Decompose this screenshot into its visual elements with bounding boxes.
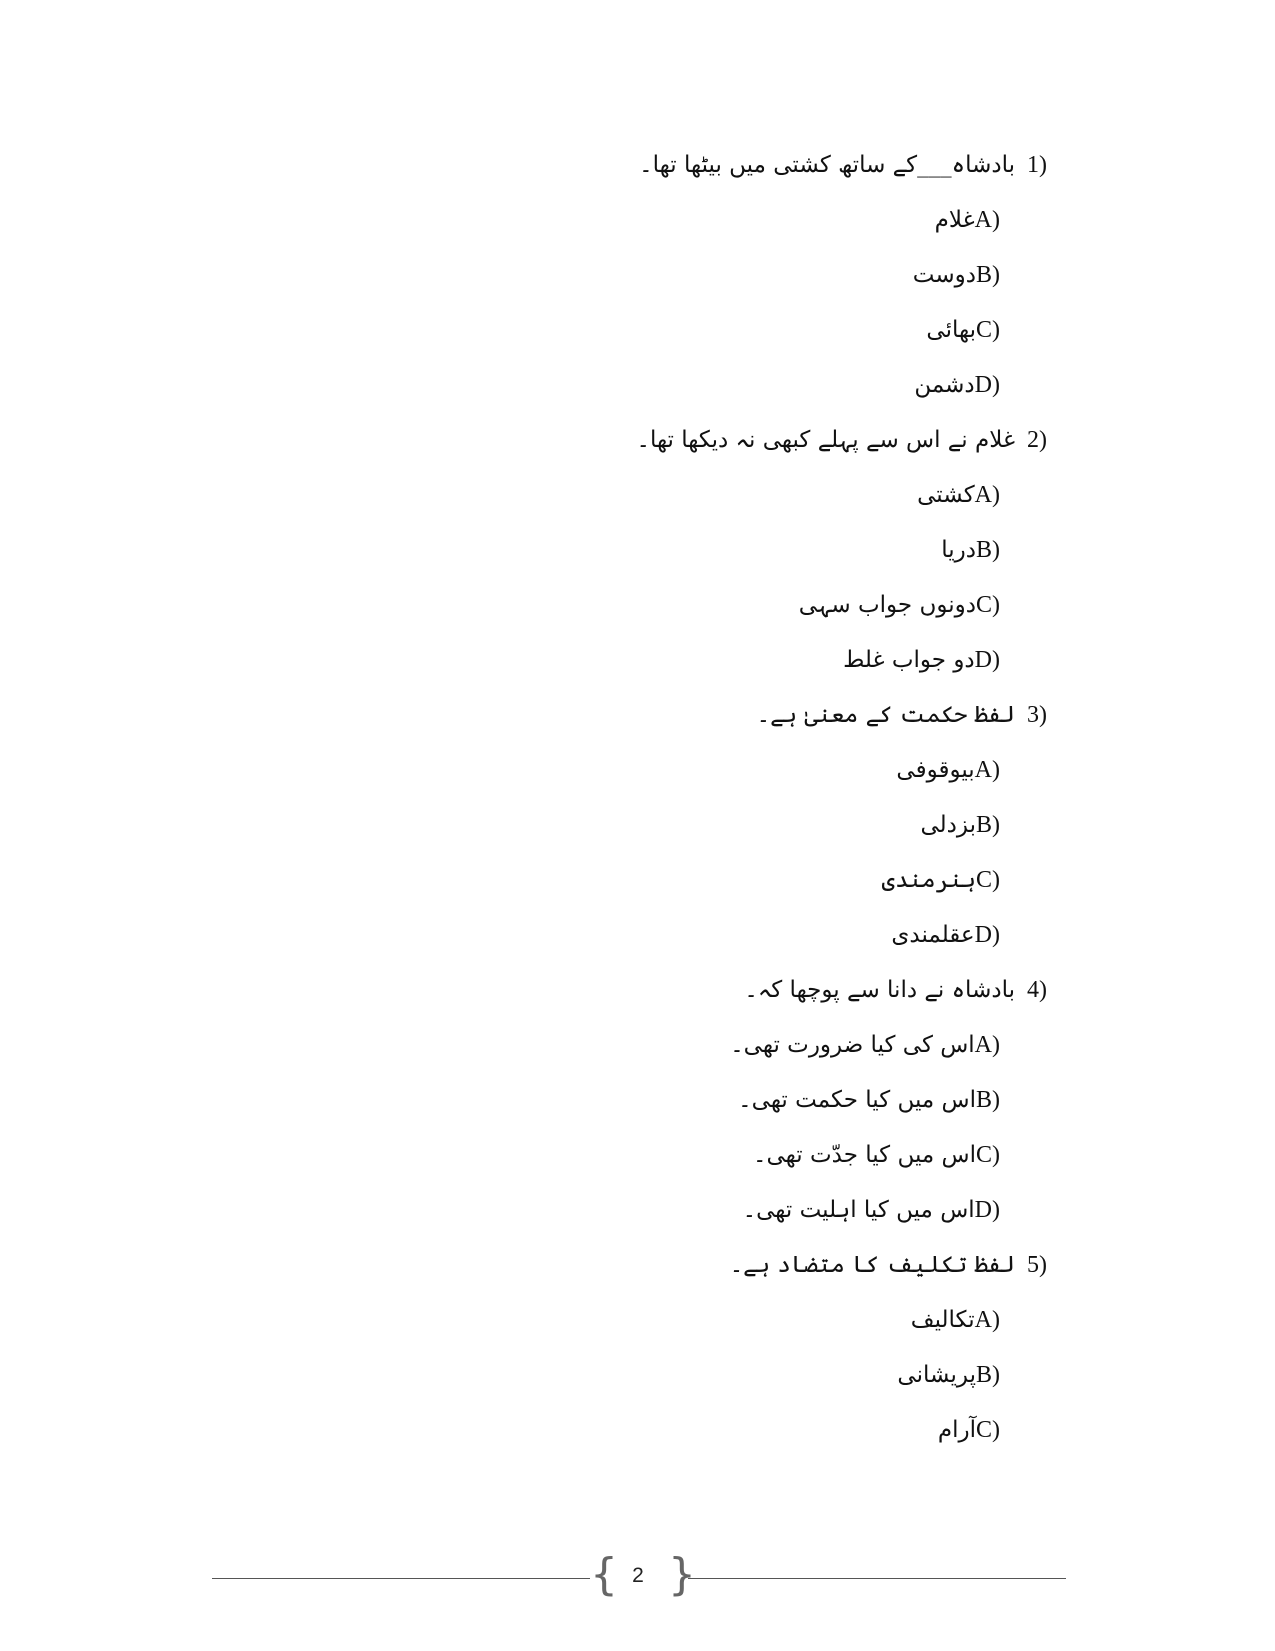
option-text: اس میں کیا جدّت تھی۔	[753, 1142, 976, 1168]
option-4c	[753, 1135, 1000, 1175]
option-4b	[738, 1080, 1000, 1120]
option-2c	[799, 585, 1000, 625]
page-number: 2	[632, 1564, 644, 1587]
option-letter: D)	[974, 372, 1000, 398]
option-letter: B)	[976, 262, 1000, 288]
option-letter: A)	[974, 207, 1000, 233]
question-number: 4)	[1027, 977, 1047, 1003]
option-letter: A)	[974, 1032, 1000, 1058]
option-1a	[935, 200, 1000, 240]
option-letter: B)	[976, 537, 1000, 563]
option-1b	[913, 255, 1000, 295]
option-text: دشمن	[914, 372, 975, 398]
option-4d	[743, 1190, 1000, 1230]
option-3a	[896, 750, 1000, 790]
option-text: ہنرمندی	[881, 867, 976, 893]
option-text: کشتی	[917, 482, 975, 508]
option-letter: B)	[976, 1362, 1000, 1388]
option-letter: C)	[976, 592, 1000, 618]
question-number: 2)	[1027, 427, 1047, 453]
option-3b	[920, 805, 1000, 845]
question-number: 3)	[1027, 702, 1047, 728]
option-letter: C)	[976, 867, 1000, 893]
option-text: آرام	[937, 1417, 976, 1443]
option-letter: D)	[974, 1197, 1000, 1223]
question-2	[636, 420, 1047, 460]
option-1c	[926, 310, 1000, 350]
question-1	[639, 145, 1047, 185]
option-text: دو جواب غلط	[843, 647, 975, 673]
right-brace-icon: }	[668, 1549, 696, 1600]
question-text: لفظ حکمت کے معنیٰ ہے۔	[756, 702, 1015, 728]
option-text: دونوں جواب سہی	[798, 592, 976, 618]
option-2a	[917, 475, 1000, 515]
option-text: اس میں کیا حکمت تھی۔	[738, 1087, 976, 1113]
option-letter: B)	[976, 812, 1000, 838]
question-text: بادشاہ نے دانا سے پوچھا کہ۔	[744, 977, 1015, 1003]
option-text: بھائی	[926, 317, 976, 343]
left-brace-icon: {	[590, 1549, 618, 1600]
question-text: بادشاہ___کے ساتھ کشتی میں بیٹھا تھا۔	[639, 152, 1015, 178]
page-footer	[0, 1549, 1275, 1603]
option-5b	[897, 1355, 1000, 1395]
option-2d	[843, 640, 1000, 680]
option-letter: A)	[974, 757, 1000, 783]
option-letter: C)	[976, 317, 1000, 343]
question-text: لفظ تکلیف کا متضاد ہے۔	[729, 1252, 1015, 1278]
footer-rule-left	[212, 1578, 590, 1579]
option-letter: D)	[974, 647, 1000, 673]
option-letter: C)	[976, 1417, 1000, 1443]
option-3c	[882, 860, 1000, 900]
question-5	[730, 1245, 1047, 1285]
option-5c	[938, 1410, 1000, 1450]
footer-rule-right	[688, 1578, 1066, 1579]
option-text: اس میں کیا اہلیت تھی۔	[742, 1197, 975, 1223]
option-1d	[914, 365, 1000, 405]
option-5a	[911, 1300, 1000, 1340]
option-text: بزدلی	[920, 812, 976, 838]
option-letter: A)	[974, 482, 1000, 508]
question-4	[744, 970, 1047, 1010]
option-text: پریشانی	[897, 1362, 976, 1388]
question-3	[757, 695, 1047, 735]
option-letter: C)	[976, 1142, 1000, 1168]
question-text: غلام نے اس سے پہلے کبھی نہ دیکھا تھا۔	[636, 427, 1015, 453]
option-text: دوست	[912, 262, 976, 288]
option-text: بیوقوفی	[896, 757, 975, 783]
question-number: 5)	[1027, 1252, 1047, 1278]
option-text: غلام	[934, 207, 975, 233]
option-2b	[941, 530, 1000, 570]
option-letter: D)	[974, 922, 1000, 948]
option-text: اس کی کیا ضرورت تھی۔	[730, 1032, 975, 1058]
option-4a	[730, 1025, 1000, 1065]
option-text: تکالیف	[910, 1307, 975, 1333]
question-number: 1)	[1027, 152, 1047, 178]
option-3d	[891, 915, 1000, 955]
option-text: دریا	[941, 537, 976, 563]
option-letter: A)	[974, 1307, 1000, 1333]
option-letter: B)	[976, 1087, 1000, 1113]
option-text: عقلمندی	[891, 922, 975, 948]
